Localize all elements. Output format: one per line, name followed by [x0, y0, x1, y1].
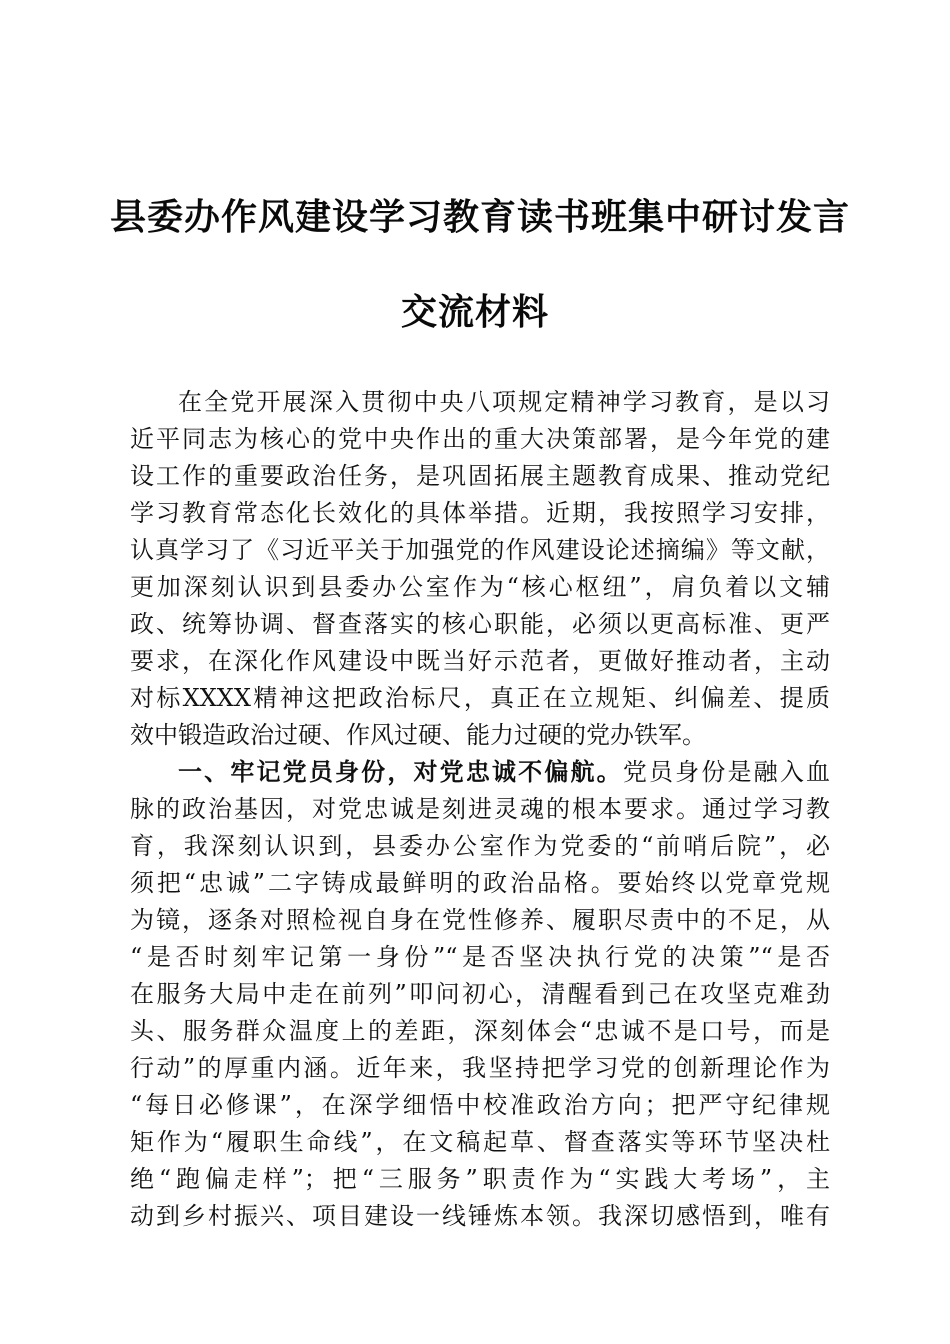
section-1-line: 脉的政治基因，对党忠诚是刻进灵魂的根本要求。通过学习教	[130, 795, 830, 823]
paragraph-1-line: 设工作的重要政治任务，是巩固拓展主题教育成果、推动党纪	[130, 462, 830, 490]
section-1-line: 头、服务群众温度上的差距，深刻体会“忠诚不是口号，而是	[130, 1017, 830, 1045]
paragraph-1-line: 要求，在深化作风建设中既当好示范者，更做好推动者，主动	[130, 647, 830, 675]
paragraph-1-line: 认真学习了《习近平关于加强党的作风建设论述摘编》等文献，	[130, 536, 830, 564]
section-1-line: 绝“跑偏走样”；把“三服务”职责作为“实践大考场”，主	[130, 1165, 830, 1193]
section-1-line: 矩作为“履职生命线”，在文稿起草、督查落实等环节坚决杜	[130, 1128, 830, 1156]
paragraph-1-line: 近平同志为核心的党中央作出的重大决策部署，是今年党的建	[130, 425, 830, 453]
section-1-first-line	[178, 753, 830, 791]
paragraph-1-line: 学习教育常态化长效化的具体举措。近期，我按照学习安排，	[130, 499, 830, 527]
paragraph-1-line: 更加深刻认识到县委办公室作为“核心枢纽”，肩负着以文辅	[130, 573, 830, 601]
section-1-line: 在服务大局中走在前列”叩问初心，清醒看到己在攻坚克难劲	[130, 980, 830, 1008]
section-1-line: 动到乡村振兴、项目建设一线锤炼本领。我深切感悟到，唯有	[130, 1202, 830, 1230]
section-1-line: 育，我深刻认识到，县委办公室作为党委的“前哨后院”，必	[130, 832, 830, 860]
section-1-heading: 一、牢记党员身份，对党忠诚不偏航。	[178, 757, 623, 786]
paragraph-1-line: 对标XXXX精神这把政治标尺，真正在立规矩、纠偏差、提质	[130, 684, 830, 712]
section-1-line: 为镜，逐条对照检视自身在党性修养、履职尽责中的不足，从	[130, 906, 830, 934]
document-title-line-2: 交流材料	[400, 291, 549, 333]
section-1-first-line-text: 党员身份是融入血	[622, 758, 831, 786]
paragraph-1-line: 在全党开展深入贯彻中央八项规定精神学习教育，是以习	[178, 388, 830, 416]
paragraph-1-line: 效中锻造政治过硬、作风过硬、能力过硬的党办铁军。	[130, 721, 706, 749]
section-1-line: 行动”的厚重内涵。近年来，我坚持把学习党的创新理论作为	[130, 1054, 830, 1082]
section-1-line: “是否时刻牢记第一身份”“是否坚决执行党的决策”“是否	[130, 943, 830, 971]
section-1-line: “每日必修课”，在深学细悟中校准政治方向；把严守纪律规	[130, 1091, 830, 1119]
section-1-line: 须把“忠诚”二字铸成最鲜明的政治品格。要始终以党章党规	[130, 869, 830, 897]
document-title-line-1: 县委办作风建设学习教育读书班集中研讨发言	[110, 196, 851, 238]
paragraph-1-line: 政、统筹协调、督查落实的核心职能，必须以更高标准、更严	[130, 610, 830, 638]
